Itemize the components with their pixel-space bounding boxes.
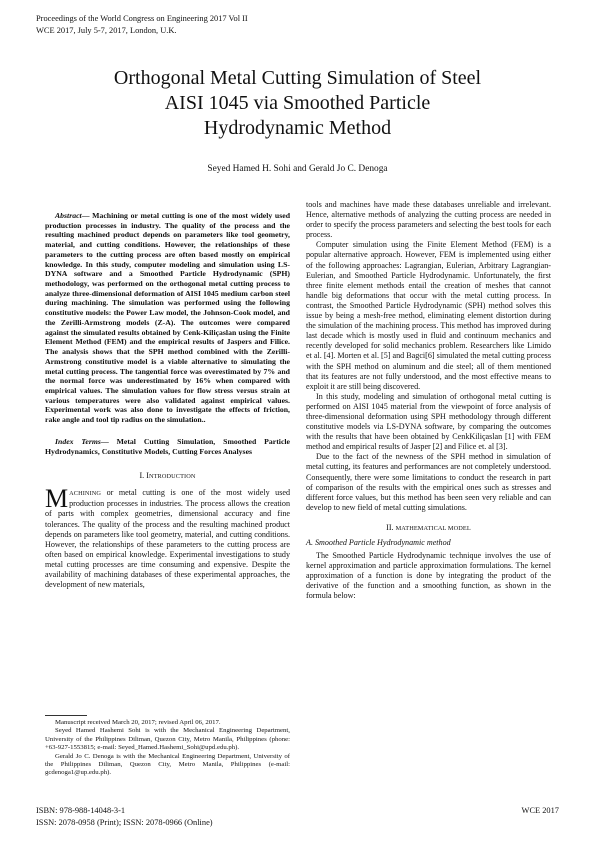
drop-cap: M xyxy=(45,484,69,514)
intro-smallcaps: ACHINING xyxy=(69,490,102,498)
left-column xyxy=(45,211,290,590)
abstract-dash: — xyxy=(81,211,93,220)
body-paragraph: Computer simulation using the Finite Element Method (FEM) is a popular alternative approach. However, FEM is implemented using either of the following approaches: Lagrangian, Eulerian, Arbitrary Lagrangian-Eulerian, and Smoothed Particle Hydrodynamic. Unfortunately, the first three finite element methods entail the creation of meshes that cannot handle big deformations that occur with the metal cutting process. In contrast, the Smoothed Particle Hydrodynamic (SPH) method solves this issue by being a mesh-free method, eliminating element distortion during the simulation of the machining process. This method has improved during last decade which is mostly used in fluid and continuum mechanics and recently developed for solid mechanics problem. Researchers like Limido et al. [4]. Morten et al. [5] and Bagci[6] simulated the metal cutting process with the SPH method on aluminum and die steel; all of them mentioned that its features are not fully understood, and the most effective means to exploit it are still being discovered. xyxy=(306,240,551,391)
isbn-footer: ISBN: 978-988-14048-3-1 xyxy=(36,806,126,815)
abstract xyxy=(45,211,290,425)
proceedings-header: Proceedings of the World Congress on Engineering 2017 Vol II xyxy=(36,14,248,23)
intro-text: or metal cutting is one of the most widely used production processes in industries. The process allows the creation of parts with complex geometries, dimensional accuracy and fine tolerances. The quality of the process and the resulting machined product depends on parameters like tool geometry, material, and cutting conditions. However, the relationships of these parameters to the cutting process are often based on empirical knowledge. Experimental investigations to study metal cutting processes are time consuming and expensive. Despite the availability of machining databases of these experimental approaches, the development of new materials, xyxy=(45,488,290,590)
footnote-received: Manuscript received March 20, 2017; revised April 06, 2017. xyxy=(55,719,221,726)
title-line: AISI 1045 via Smoothed Particle xyxy=(164,92,431,114)
body-paragraph: Due to the fact of the newness of the SPH method in simulation of metal cutting, its features and performances are not completely understood. Consequently, there were some limitations to conduct the research in part of comparison of the results with the empirical ones such as stresses and different force values, but this method has been seen very reliable and can develop to new field of metal cutting simulations. xyxy=(306,452,551,512)
footnote-author2: Gerald Jo C. Denoga is with the Mechanical Engineering Department, University of the Philippines Diliman, Quezon City, Metro Manila, Philippines (e-mail: gcdenoga1@up.edu.ph). xyxy=(45,752,290,777)
body-paragraph: The Smoothed Particle Hydrodynamic technique involves the use of kernel approximation and particle approximation formulations. The kernel approximation of a function is done by integrating the product of the derivative of the function and a smoothing function, as shown in the formula below: xyxy=(306,550,551,601)
title-line: Orthogonal Metal Cutting Simulation of Steel xyxy=(113,67,482,89)
section-heading-introduction: I. INTRODUCTION xyxy=(139,471,196,481)
issn-footer: ISSN: 2078-0958 (Print); ISSN: 2078-0966 (Online) xyxy=(36,818,213,827)
index-terms xyxy=(45,437,290,456)
footnote-author1: Seyed Hamed Hashemi Sohi is with the Mechanical Engineering Department, University of the Philippines Diliman, Quezon City, Metro Manila, Philippines (phone: +63-927-1553815; e-mail: Seyed_Hamed.Hashemi_Sohi@upd.edu.ph). xyxy=(45,727,290,752)
index-terms-text: Metal Cutting Simulation, Smoothed Particle Hydrodynamics, Constitutive Models, Cutting Forces Analyses xyxy=(45,436,290,456)
abstract-text: Machining or metal cutting is one of the most widely used production processes in industry. The quality of the process and the resulting machined product depends on parameters like tool geometry, material, and cutting conditions. However, the relationships of these parameters to the cutting process are often based mostly on empirical knowledge. In this study, computer modeling and simulation using LS-DYNA software and a Smoothed Particle Hydrodynamic (SPH) methodology, was performed on the orthogonal metal cutting process to analyze three-dimensional deformation of AISI 1045 medium carbon steel during machining. The simulation was performed using the following constitutive models: the Power Law model, the Johnson-Cook model, and the Zerilli-Armstrong models (Z-A). The outcomes were compared against the simulated results obtained by Cenk-Kiliçaslan using the Finite Element Method (FEM) and the empirical results of Jaspers and Filice. The analysis shows that the SPH method combined with the Zerilli-Armstrong constitutive model is a viable alternative to simulating the metal cutting process. The tangential force was overestimated by 7% and the normal force was underestimated by 16% when compared with empirical values. The simulation values for flow stress versus strain at various temperatures were also validated against empirical values. Experimental work was also done to investigate the effects of friction, rake angle and tool tip radius on the simulation.. xyxy=(45,211,291,425)
conference-header: WCE 2017, July 5-7, 2017, London, U.K. xyxy=(36,26,177,35)
abstract-label: Abstract xyxy=(55,211,82,220)
footnote-divider xyxy=(45,715,87,716)
subsection-heading-sph: A. Smoothed Particle Hydrodynamic method xyxy=(306,537,451,547)
body-paragraph: In this study, modeling and simulation of orthogonal metal cutting is performed on AISI 1045 material from the viewpoint of force analysis of three-dimensional deformation using SPH methodology through different constitutive models via LS-DYNA software, by comparing the outcomes with the results that have been obtained by CenkKiliçaslan [1] with FEM method and empirical results of Jasper [2] and Filice et. al [3]. xyxy=(306,391,551,452)
paper-title xyxy=(60,66,535,141)
introduction-paragraph xyxy=(45,484,290,590)
footnotes xyxy=(45,719,290,778)
index-terms-dash: — xyxy=(100,436,117,446)
section-heading-mathematical-model: II. MATHEMATICAL MODEL xyxy=(386,522,471,532)
index-terms-label: Index Terms xyxy=(55,436,101,446)
body-paragraph: tools and machines have made these databases unreliable and irrelevant. Hence, alternative methods of analyzing the cutting process are needed in order to specify the process parameters and selecting the best tools for each process. xyxy=(306,200,551,240)
author-list: Seyed Hamed H. Sohi and Gerald Jo C. Denoga xyxy=(207,164,388,174)
right-column xyxy=(306,200,551,601)
title-line: Hydrodynamic Method xyxy=(203,117,392,139)
wce-footer: WCE 2017 xyxy=(521,806,559,815)
